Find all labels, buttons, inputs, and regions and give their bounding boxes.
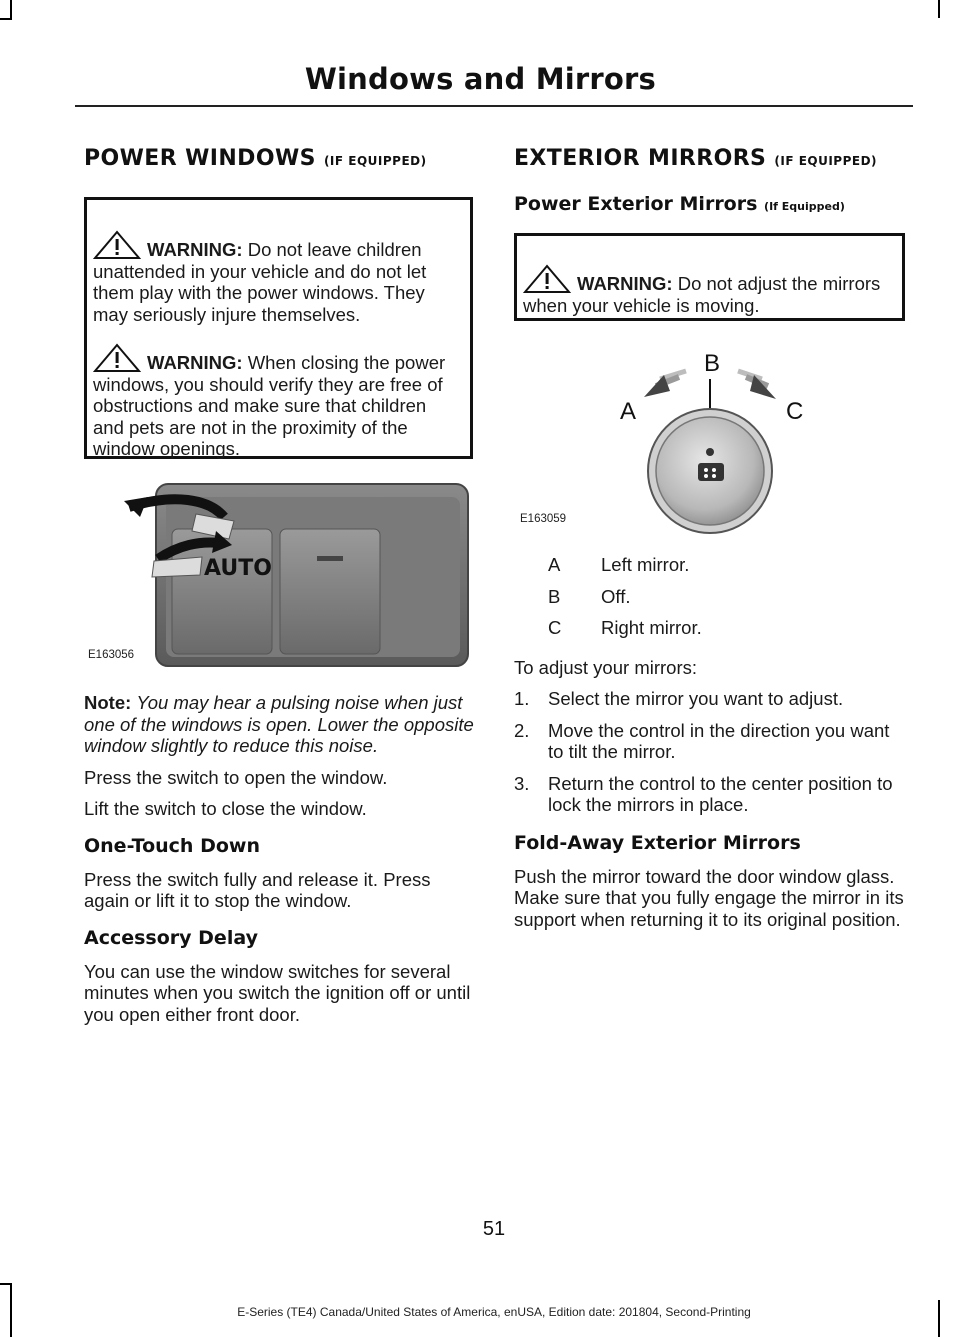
legend-text: Right mirror. <box>601 617 702 638</box>
power-windows-warning-box <box>84 197 473 459</box>
mirror-legend <box>514 554 906 639</box>
warning-triangle-icon <box>93 230 143 260</box>
label-a: A <box>620 398 637 425</box>
warning-item <box>523 264 894 316</box>
auto-label: AUTO <box>204 556 272 581</box>
one-touch-text: Press the switch fully and release it. Press again or lift it to stop the window. <box>84 868 431 911</box>
figure-code: E163056 <box>88 649 135 661</box>
legend-text: Off. <box>601 585 631 607</box>
warning-label: WARNING: <box>577 273 673 294</box>
step-text: Return the control to the center position to lock the mirrors in place. <box>548 772 893 815</box>
right-arrow-icon <box>738 371 776 399</box>
note-text: You may hear a pulsing noise when just one of the windows is open. Lower the opposite window slightly to reduce this noise. <box>84 692 474 756</box>
adjust-steps <box>514 688 906 816</box>
legend-key: C <box>548 617 562 638</box>
section-title: POWER WINDOWS <box>84 146 316 171</box>
fold-away-heading: Fold-Away Exterior Mirrors <box>514 831 801 854</box>
note-paragraph <box>84 692 474 757</box>
label-c: C <box>786 398 804 425</box>
legend-key: B <box>548 585 561 607</box>
note-label: Note: <box>84 692 132 713</box>
mirror-warning-box <box>514 233 905 321</box>
warning-label: WARNING: <box>147 239 243 260</box>
warning-text: Do not leave children unattended in your vehicle and do not let them play with the power windows. They may seriously injure themselves. <box>93 239 427 325</box>
list-item <box>514 720 906 763</box>
left-arrow-icon <box>644 371 686 397</box>
crop-mark-top-right-v <box>938 0 940 18</box>
legend-row <box>514 617 906 639</box>
step-number: 3. <box>514 772 530 794</box>
warning-triangle-icon <box>93 343 143 373</box>
page-footer: E-Series (TE4) Canada/United States of America, enUSA, Edition date: 201804, Second-Printing <box>237 1305 751 1319</box>
list-item <box>514 773 906 816</box>
page-number: 51 <box>482 1218 506 1240</box>
legend-text: Left mirror. <box>601 554 690 575</box>
warning-label: WARNING: <box>147 352 243 373</box>
legend-row <box>514 586 906 608</box>
crop-mark-top-left-v <box>10 0 12 18</box>
step-number: 1. <box>514 688 530 709</box>
subsection-title: Power Exterior Mirrors <box>514 193 758 215</box>
accessory-delay-heading: Accessory Delay <box>84 926 258 949</box>
warning-text: Do not adjust the mirrors when your vehicle is moving. <box>523 273 881 316</box>
right-column <box>514 130 906 930</box>
left-column <box>84 130 474 1025</box>
mirror-control-figure <box>514 339 906 534</box>
step-text: Select the mirror you want to adjust. <box>548 688 844 709</box>
close-window-text: Lift the switch to close the window. <box>84 798 367 819</box>
legend-row <box>514 554 906 576</box>
fold-away-text: Push the mirror toward the door window glass. Make sure that you fully engage the mirror in its support when returning it to its original position. <box>514 865 904 930</box>
warning-triangle-icon <box>523 264 573 294</box>
power-windows-heading <box>84 146 474 171</box>
power-window-switch-figure <box>84 479 474 669</box>
one-touch-heading: One-Touch Down <box>84 834 260 857</box>
label-b: B <box>704 350 721 377</box>
legend-key: A <box>548 554 561 575</box>
mirror-knob-illustration <box>514 339 906 534</box>
exterior-mirrors-heading <box>514 146 906 171</box>
list-item <box>514 688 906 710</box>
warning-text: When closing the power windows, you should verify they are free of obstructions and make sure that children and pets are not in the proximity of the window openings. <box>93 352 446 459</box>
header-divider <box>75 105 913 107</box>
section-title: EXTERIOR MIRRORS <box>514 146 767 171</box>
accessory-delay-text: You can use the window switches for several minutes when you switch the ignition off or until you open either front door. <box>84 960 471 1025</box>
crop-mark-top-left-h <box>0 18 12 20</box>
power-mirrors-heading <box>514 193 906 215</box>
subsection-qualifier: (If Equipped) <box>764 200 845 213</box>
figure-code: E163059 <box>520 513 567 525</box>
section-qualifier: (IF EQUIPPED) <box>323 154 427 168</box>
warning-item <box>93 230 462 325</box>
mirror-select-icon <box>698 463 724 481</box>
step-text: Move the control in the direction you want to tilt the mirror. <box>548 719 890 762</box>
adjust-intro: To adjust your mirrors: <box>514 656 697 678</box>
open-window-text: Press the switch to open the window. <box>84 766 388 788</box>
warning-item <box>93 343 462 460</box>
page-header-title: Windows and Mirrors <box>304 62 656 96</box>
window-switch-illustration <box>84 479 474 669</box>
crop-mark-bottom-left-h <box>0 1283 12 1285</box>
step-number: 2. <box>514 719 530 741</box>
section-qualifier: (IF EQUIPPED) <box>774 154 878 168</box>
